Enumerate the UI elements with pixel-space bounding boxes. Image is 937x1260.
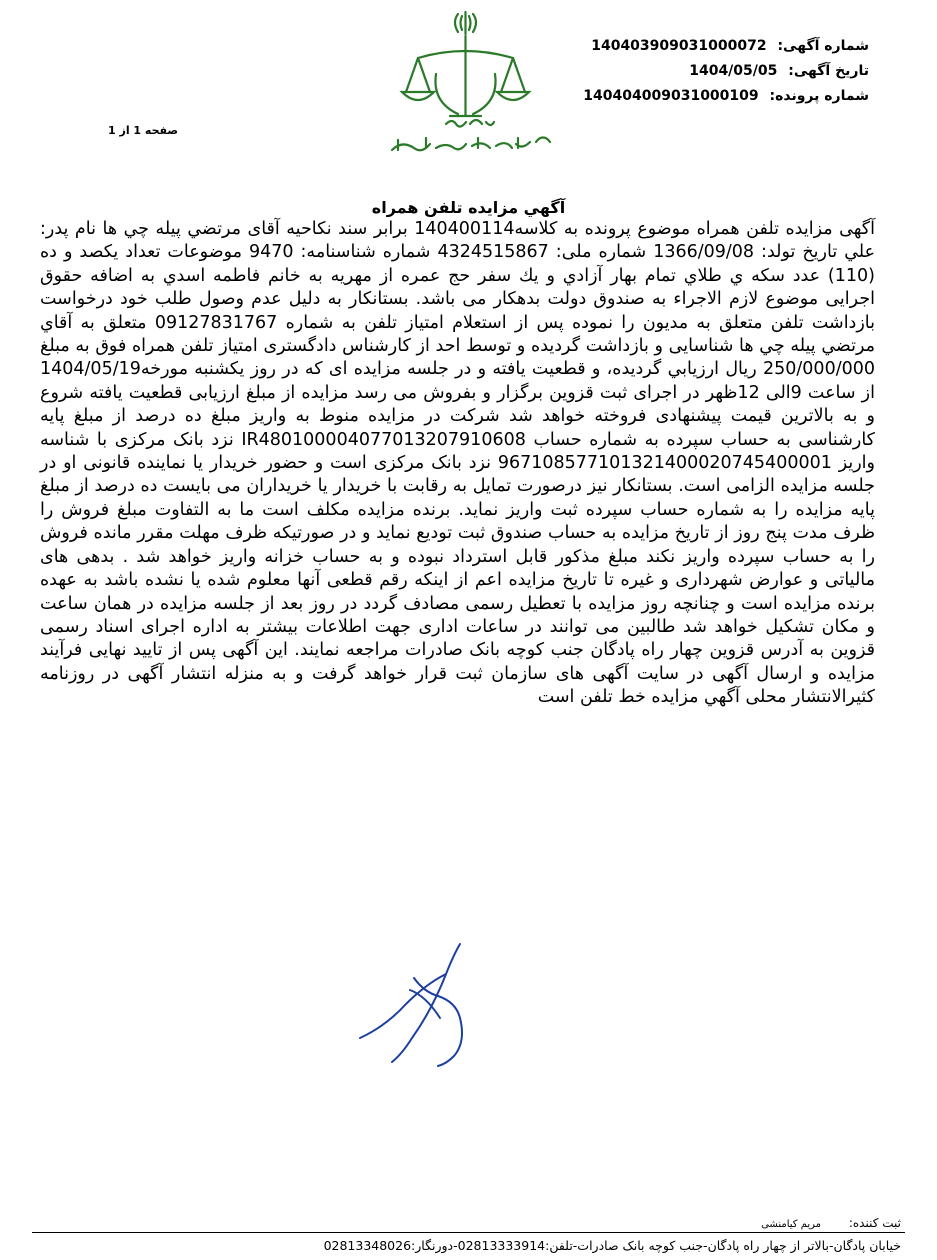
notice-date: 1404/05/05 (689, 63, 778, 79)
page-number: صفحه 1 از 1 (108, 124, 179, 137)
registrar-name: مریم کیامنشی (761, 1219, 822, 1230)
footer-divider (32, 1232, 905, 1233)
notice-number-label: شماره آگهی: (777, 38, 869, 54)
notice-number-line (591, 38, 869, 54)
handwritten-signature-icon (350, 938, 490, 1068)
registrar-line (761, 1216, 901, 1230)
notice-date-label: تاریخ آگهی: (788, 63, 869, 79)
registrar-label: ثبت کننده: (848, 1216, 901, 1230)
notice-number: 140403909031000072 (591, 38, 767, 54)
file-number-line (583, 88, 869, 104)
notice-date-line (689, 63, 869, 79)
file-number: 140404009031000109 (583, 88, 759, 104)
judiciary-scales-emblem-icon (378, 8, 553, 160)
notice-body-text: آگهی مزایده تلفن همراه موضوع پرونده به کلاسه140400114 برابر سند نکاحیه آقای مرتضي پيله چي ها نام پدر: علي تاريخ تولد: 1366/09/08 شماره ملی: 4324515867 شماره شناسنامه: 9470 موضوعات تعداد يكصد و ده (110) عدد سكه ي طلاي تمام بهار آزادي و يك سفر حج عمره از مهريه به خانم فاطمه اسدي به اضافه حقوق اجرایی موضوع لازم الاجراء به صندوق دولت بدهکار می باشد. بستانکار به دلیل عدم وصول طلب خود درخواست بازداشت تلفن متعلق به مدیون را نموده پس از استعلام امتیاز تلفن به شماره 09127831767 متعلق به آقاي مرتضي پيله چي ها شناسایی و بازداشت گردیده و توسط احد از کارشناس دادگستری امتیاز تلفن همراه فوق به مبلغ 250/000/000 ريال ارزيابي گرديده، و قطعيت يافته و در جلسه مزایده ای که در روز يكشنبه مورخه1404/05/19 از ساعت 9الی 12ظهر در اجرای ثبت قزوين برگزار و بفروش می رسد مزایده از مبلغ ارزیابی قطعیت یافته شروع و به بالاترین قیمت پیشنهادی فروخته خواهد شد شرکت در مزایده منوط به واریز مبلغ ده درصد از مبلغ پایه کارشناسی به حساب سپرده به شماره حساب IR480100004077013207910608 نزد بانک مرکزی با شناسه واریز 967108577101321400020745400001 نزد بانک مرکزی است و حضور خریدار یا نماینده قانونی او در جلسه مزایده الزامی است. بستانکار نیز درصورت تمایل به رقابت با خریدار یا خریداران می بایست ده درصد از مبلغ پایه مزایده را به شماره حساب سپرده ثبت واریز نماید. برنده مزایده مکلف است ما به التفاوت مبلغ فروش را ظرف مدت پنج روز از تاریخ مزایده به حساب صندوق ثبت تودیع نماید و در صورتیکه ظرف مهلت مقرر مانده فروش را به حساب سپرده واریز نکند مبلغ مذکور قابل استرداد نبوده و به حساب خزانه واریز خواهد شد . بدهی های مالیاتی و عوارض شهرداری و غیره تا تاریخ مزایده اعم از اینکه رقم قطعی آنها معلوم شده یا نشده باشد به عهده برنده مزایده است و چنانچه روز مزایده با تعطیل رسمی مصادف گردد در روز بعد از جلسه مزایده در همان ساعت و مکان تشکیل خواهد شد طالبین می توانند در ساعات اداری جهت اطلاعات بیشتر به اداره اجرای اسناد رسمی قزوین به آدرس قزوين چهار راه پادگان جنب کوچه بانک صادرات مراجعه نمایند. این آگهی پس از تایید نهایی فرآیند مزایده و ارسال آگهی در سایت آگهی های سازمان ثبت قرار خواهد گرفت و به منزله انتشار آگهی در روزنامه كثيرالانتشار محلی آگهي مزايده خط تلفن است (40, 219, 876, 708)
document-title: آگهي مزايده تلفن همراه (371, 198, 566, 217)
file-number-label: شماره پرونده: (769, 88, 869, 104)
footer-address: خیابان پادگان-بالاتر از چهار راه پادگان-جنب کوچه بانک صادرات-تلفن:02813333914-دورنگار:02813348026 (323, 1238, 901, 1253)
